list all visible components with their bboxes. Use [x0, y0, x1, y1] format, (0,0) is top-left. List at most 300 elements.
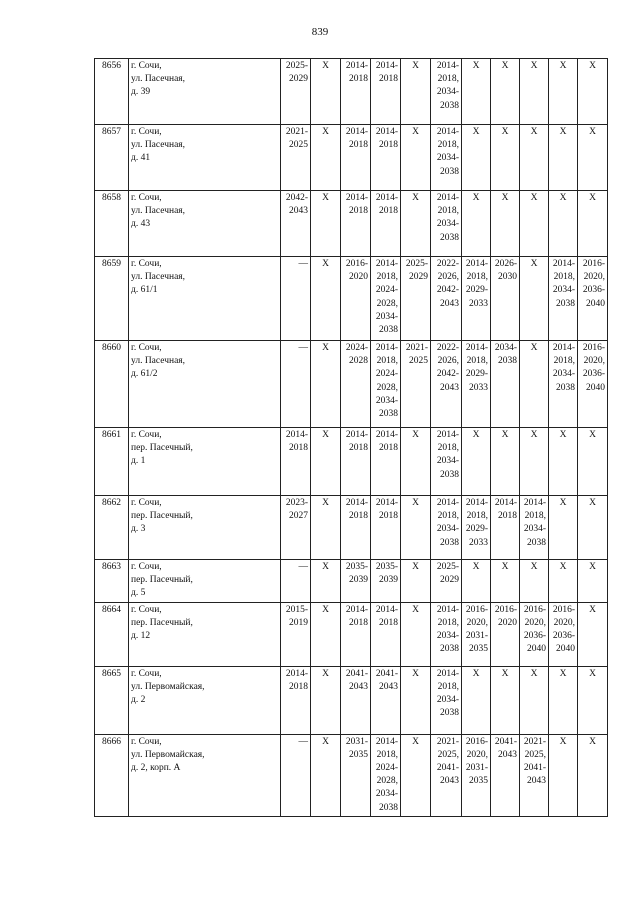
- term-cell: [401, 59, 431, 125]
- term-line: 2029: [440, 575, 459, 586]
- term-cell: [462, 734, 491, 816]
- term-line: 2018,: [553, 272, 575, 283]
- term-cell: [311, 191, 341, 257]
- term-line: 2033: [469, 382, 488, 393]
- term-line: 2031-: [345, 736, 368, 747]
- term-line: X: [559, 61, 567, 71]
- term-line: 2042-: [285, 193, 308, 203]
- row-number: 8657: [95, 125, 129, 191]
- term-line: 2018: [349, 443, 368, 454]
- term-cell: [311, 125, 341, 191]
- term-cell: [520, 428, 549, 496]
- term-line: 2027: [289, 511, 308, 522]
- term-cell: [431, 257, 462, 341]
- term-line: 2043: [379, 681, 398, 692]
- address-line: пер. Пасечный,: [131, 617, 193, 628]
- term-line: 2018,: [376, 356, 398, 367]
- term-line: 2014-: [345, 61, 368, 71]
- term-line: 2024-: [375, 369, 398, 380]
- address-cell: [129, 191, 281, 257]
- registry-body: [95, 59, 608, 817]
- term-line: 2016-: [582, 259, 605, 269]
- term-cell: [281, 560, 311, 603]
- term-line: 2041-: [436, 763, 459, 774]
- term-cell: [578, 734, 608, 816]
- address-line: д. 1: [131, 456, 146, 467]
- term-line: 2014-: [552, 343, 575, 353]
- address-line: г. Сочи,: [131, 498, 162, 508]
- term-line: 2020,: [524, 617, 546, 628]
- term-line: X: [501, 193, 509, 203]
- term-line: 2018: [349, 74, 368, 85]
- term-cell: [341, 602, 371, 666]
- term-line: X: [530, 343, 538, 353]
- term-line: X: [530, 127, 538, 137]
- term-cell: [462, 496, 491, 560]
- term-cell: [281, 257, 311, 341]
- row-number: 8666: [95, 734, 129, 816]
- address-line: г. Сочи,: [131, 736, 162, 747]
- address-line: д. 61/1: [131, 285, 158, 296]
- term-cell: [578, 257, 608, 341]
- term-line: 2014-: [375, 430, 398, 440]
- term-line: X: [589, 562, 596, 572]
- term-cell: [281, 602, 311, 666]
- term-line: 2025,: [437, 749, 459, 760]
- term-line: 2041-: [494, 736, 517, 747]
- term-cell: [311, 496, 341, 560]
- term-cell: [281, 734, 311, 816]
- table-row: [95, 59, 608, 125]
- table-row: [95, 341, 608, 428]
- term-line: 2029-: [465, 524, 488, 535]
- term-cell: [462, 428, 491, 496]
- term-cell: [578, 560, 608, 603]
- term-line: 2018: [349, 511, 368, 522]
- term-cell: [311, 257, 341, 341]
- term-line: X: [412, 193, 419, 203]
- term-line: 2038: [379, 325, 398, 336]
- term-cell: [401, 125, 431, 191]
- term-line: 2029-: [465, 369, 488, 380]
- term-line: 2034-: [375, 311, 398, 322]
- term-line: 2026,: [437, 356, 459, 367]
- term-line: 2025: [409, 356, 428, 367]
- term-line: 2034-: [436, 456, 459, 467]
- address-line: д. 61/2: [131, 369, 158, 380]
- term-line: 2021-: [405, 343, 428, 353]
- term-cell: [462, 125, 491, 191]
- term-cell: [520, 666, 549, 734]
- term-line: 2018,: [376, 272, 398, 283]
- term-line: 2016-: [345, 259, 368, 269]
- term-line: 2018,: [437, 140, 459, 151]
- term-cell: [311, 341, 341, 428]
- term-cell: [431, 666, 462, 734]
- term-line: 2014-: [345, 604, 368, 615]
- term-line: 2018: [379, 511, 398, 522]
- row-number: 8659: [95, 257, 129, 341]
- term-line: 2014-: [375, 127, 398, 137]
- term-cell: [520, 341, 549, 428]
- term-cell: [371, 341, 401, 428]
- term-line: 2019: [289, 617, 308, 628]
- term-cell: [520, 125, 549, 191]
- term-line: 2014-: [465, 259, 488, 269]
- term-line: 2014-: [375, 604, 398, 615]
- term-line: X: [501, 668, 509, 679]
- term-line: X: [322, 193, 329, 203]
- term-line: 2043: [289, 206, 308, 217]
- term-line: 2036-: [552, 631, 575, 642]
- address-line: д. 3: [131, 524, 146, 535]
- address-line: г. Сочи,: [131, 668, 162, 679]
- term-cell: [371, 428, 401, 496]
- table-row: [95, 191, 608, 257]
- term-line: 2035: [469, 776, 488, 787]
- term-cell: [431, 734, 462, 816]
- term-line: 2028: [349, 356, 368, 367]
- term-line: 2038: [527, 537, 546, 548]
- term-line: 2043: [527, 776, 546, 787]
- term-cell: [462, 560, 491, 603]
- term-cell: [549, 734, 578, 816]
- term-line: X: [589, 127, 596, 137]
- term-line: X: [322, 430, 329, 440]
- term-cell: [462, 191, 491, 257]
- term-line: X: [589, 498, 596, 508]
- term-line: X: [559, 193, 567, 203]
- address-cell: [129, 428, 281, 496]
- term-line: 2014-: [465, 343, 488, 353]
- term-line: X: [472, 61, 480, 71]
- term-cell: [281, 125, 311, 191]
- row-number: 8664: [95, 602, 129, 666]
- term-line: 2035-: [375, 562, 398, 572]
- address-line: д. 12: [131, 631, 151, 642]
- term-cell: [371, 734, 401, 816]
- term-line: 2014-: [345, 430, 368, 440]
- address-line: пер. Пасечный,: [131, 443, 193, 454]
- address-cell: [129, 257, 281, 341]
- term-line: 2041-: [345, 668, 368, 679]
- term-line: 2026,: [437, 272, 459, 283]
- term-line: 2039: [349, 575, 368, 586]
- term-cell: [281, 428, 311, 496]
- term-line: X: [589, 193, 596, 203]
- term-cell: [341, 734, 371, 816]
- address-cell: [129, 666, 281, 734]
- term-cell: [520, 560, 549, 603]
- term-cell: [520, 602, 549, 666]
- term-line: 2034-: [436, 87, 459, 98]
- table-row: [95, 602, 608, 666]
- address-cell: [129, 341, 281, 428]
- table-row: [95, 734, 608, 816]
- address-line: пер. Пасечный,: [131, 575, 193, 586]
- term-line: 2038: [440, 537, 459, 548]
- term-cell: [520, 257, 549, 341]
- term-cell: [401, 257, 431, 341]
- term-line: X: [322, 343, 329, 353]
- term-line: 2014-: [436, 430, 459, 440]
- term-line: 2034-: [436, 219, 459, 230]
- term-line: 2018: [498, 511, 517, 522]
- term-line: 2014-: [345, 193, 368, 203]
- term-line: X: [322, 498, 329, 508]
- term-line: X: [322, 127, 329, 137]
- term-line: X: [322, 736, 329, 747]
- term-cell: [341, 341, 371, 428]
- table-row: [95, 496, 608, 560]
- term-line: 2018,: [524, 511, 546, 522]
- term-line: —: [298, 562, 308, 572]
- term-cell: [401, 341, 431, 428]
- term-cell: [491, 341, 520, 428]
- term-line: X: [322, 61, 329, 71]
- term-line: X: [501, 127, 509, 137]
- address-cell: [129, 734, 281, 816]
- term-line: X: [412, 668, 419, 679]
- term-cell: [431, 428, 462, 496]
- term-cell: [491, 125, 520, 191]
- term-line: 2039: [379, 575, 398, 586]
- address-line: ул. Первомайская,: [131, 749, 205, 760]
- term-line: X: [412, 604, 419, 615]
- term-cell: [578, 496, 608, 560]
- term-line: —: [298, 343, 308, 353]
- term-line: 2028,: [376, 298, 398, 309]
- term-line: X: [589, 736, 596, 747]
- term-cell: [549, 496, 578, 560]
- address-line: г. Сочи,: [131, 61, 162, 71]
- term-line: 2014-: [375, 343, 398, 353]
- term-line: X: [530, 430, 538, 440]
- address-cell: [129, 125, 281, 191]
- address-line: г. Сочи,: [131, 604, 162, 615]
- term-cell: [401, 496, 431, 560]
- term-line: 2038: [379, 802, 398, 813]
- term-cell: [549, 191, 578, 257]
- term-cell: [311, 602, 341, 666]
- term-line: 2014-: [436, 61, 459, 71]
- table-row: [95, 125, 608, 191]
- term-cell: [520, 191, 549, 257]
- term-line: 2036-: [582, 369, 605, 380]
- term-line: 2014-: [465, 498, 488, 508]
- term-line: X: [559, 668, 567, 679]
- term-cell: [462, 666, 491, 734]
- term-line: 2014-: [375, 498, 398, 508]
- term-line: 2014-: [523, 498, 546, 508]
- term-line: X: [472, 430, 480, 440]
- page-number: 839: [311, 26, 329, 38]
- term-line: 2042-: [436, 285, 459, 296]
- address-line: пер. Пасечный,: [131, 511, 193, 522]
- term-line: 2018: [349, 617, 368, 628]
- term-line: 2018: [379, 140, 398, 151]
- term-cell: [491, 602, 520, 666]
- term-cell: [431, 560, 462, 603]
- term-cell: [578, 602, 608, 666]
- term-cell: [341, 428, 371, 496]
- term-line: X: [412, 127, 419, 137]
- term-cell: [520, 734, 549, 816]
- term-line: X: [322, 259, 329, 269]
- term-cell: [462, 602, 491, 666]
- term-cell: [431, 59, 462, 125]
- term-line: 2018,: [437, 206, 459, 217]
- term-line: X: [589, 430, 596, 440]
- term-line: 2021-: [436, 736, 459, 747]
- term-line: 2018,: [437, 617, 459, 628]
- table-row: [95, 428, 608, 496]
- term-cell: [578, 125, 608, 191]
- term-line: 2016-: [465, 604, 488, 615]
- term-line: 2020,: [583, 272, 605, 283]
- term-cell: [549, 59, 578, 125]
- term-line: 2025-: [285, 61, 308, 71]
- term-cell: [371, 257, 401, 341]
- term-line: 2034-: [552, 285, 575, 296]
- term-cell: [401, 602, 431, 666]
- term-line: X: [412, 736, 419, 747]
- term-line: X: [322, 668, 329, 679]
- address-line: ул. Пасечная,: [131, 140, 186, 151]
- term-line: 2014-: [436, 127, 459, 137]
- term-line: 2041-: [523, 763, 546, 774]
- term-line: 2020,: [553, 617, 575, 628]
- term-cell: [431, 125, 462, 191]
- term-line: 2014-: [375, 259, 398, 269]
- address-line: ул. Пасечная,: [131, 206, 186, 217]
- term-line: 2040: [586, 382, 605, 393]
- term-line: 2038: [498, 356, 517, 367]
- term-cell: [431, 341, 462, 428]
- term-line: 2016-: [582, 343, 605, 353]
- term-line: 2043: [440, 776, 459, 787]
- term-line: —: [298, 736, 308, 747]
- term-line: X: [559, 562, 567, 572]
- term-cell: [311, 59, 341, 125]
- term-cell: [341, 496, 371, 560]
- term-line: X: [412, 562, 419, 572]
- term-line: 2018,: [437, 511, 459, 522]
- address-cell: [129, 496, 281, 560]
- term-line: 2038: [556, 382, 575, 393]
- term-cell: [371, 560, 401, 603]
- term-cell: [371, 602, 401, 666]
- term-line: 2038: [440, 469, 459, 480]
- term-cell: [311, 560, 341, 603]
- term-line: 2043: [349, 681, 368, 692]
- term-line: 2038: [440, 232, 459, 243]
- term-cell: [371, 59, 401, 125]
- term-line: 2036-: [523, 631, 546, 642]
- term-line: 2018: [289, 681, 308, 692]
- term-line: 2035: [469, 644, 488, 655]
- address-cell: [129, 59, 281, 125]
- row-number: 8663: [95, 560, 129, 603]
- term-line: 2014-: [345, 498, 368, 508]
- table-row: [95, 257, 608, 341]
- address-line: г. Сочи,: [131, 430, 162, 440]
- term-line: 2020,: [466, 749, 488, 760]
- address-line: д. 39: [131, 87, 151, 98]
- term-cell: [371, 191, 401, 257]
- term-cell: [549, 666, 578, 734]
- term-line: 2022-: [436, 259, 459, 269]
- term-cell: [578, 666, 608, 734]
- term-line: 2036-: [582, 285, 605, 296]
- term-line: X: [412, 61, 419, 71]
- term-line: 2043: [440, 298, 459, 309]
- term-line: 2026-: [494, 259, 517, 269]
- term-line: X: [501, 562, 509, 572]
- term-line: 2014-: [375, 61, 398, 71]
- address-line: д. 41: [131, 153, 151, 164]
- term-cell: [431, 496, 462, 560]
- term-line: 2016-: [552, 604, 575, 615]
- term-line: 2016-: [465, 736, 488, 747]
- term-line: 2018,: [466, 356, 488, 367]
- term-line: 2021-: [285, 127, 308, 137]
- term-cell: [341, 191, 371, 257]
- row-number: 8665: [95, 666, 129, 734]
- term-cell: [491, 191, 520, 257]
- term-cell: [401, 560, 431, 603]
- term-line: 2014-: [436, 604, 459, 615]
- address-line: г. Сочи,: [131, 562, 162, 572]
- term-cell: [491, 428, 520, 496]
- term-line: 2018,: [553, 356, 575, 367]
- term-cell: [341, 257, 371, 341]
- term-line: 2018,: [466, 511, 488, 522]
- address-line: д. 43: [131, 219, 151, 230]
- term-line: 2029: [289, 74, 308, 85]
- term-cell: [281, 191, 311, 257]
- term-line: 2029: [409, 272, 428, 283]
- address-line: г. Сочи,: [131, 259, 162, 269]
- term-line: 2031-: [465, 763, 488, 774]
- term-line: 2018,: [437, 443, 459, 454]
- term-line: 2038: [556, 298, 575, 309]
- term-line: 2018: [349, 140, 368, 151]
- term-line: X: [472, 193, 480, 203]
- term-line: 2014-: [345, 127, 368, 137]
- term-line: 2025,: [524, 749, 546, 760]
- term-line: 2038: [440, 100, 459, 111]
- term-cell: [520, 496, 549, 560]
- address-line: ул. Пасечная,: [131, 74, 186, 85]
- registry-table: [94, 58, 608, 817]
- term-line: 2018: [379, 74, 398, 85]
- term-cell: [311, 734, 341, 816]
- term-line: 2034-: [436, 631, 459, 642]
- term-line: 2018: [379, 443, 398, 454]
- term-line: 2028,: [376, 382, 398, 393]
- term-cell: [491, 666, 520, 734]
- term-cell: [462, 257, 491, 341]
- term-cell: [549, 428, 578, 496]
- term-line: X: [412, 498, 419, 508]
- term-line: 2033: [469, 298, 488, 309]
- term-line: 2034-: [436, 695, 459, 706]
- term-line: 2028,: [376, 776, 398, 787]
- term-cell: [578, 428, 608, 496]
- term-line: 2034-: [523, 524, 546, 535]
- term-line: 2038: [379, 409, 398, 420]
